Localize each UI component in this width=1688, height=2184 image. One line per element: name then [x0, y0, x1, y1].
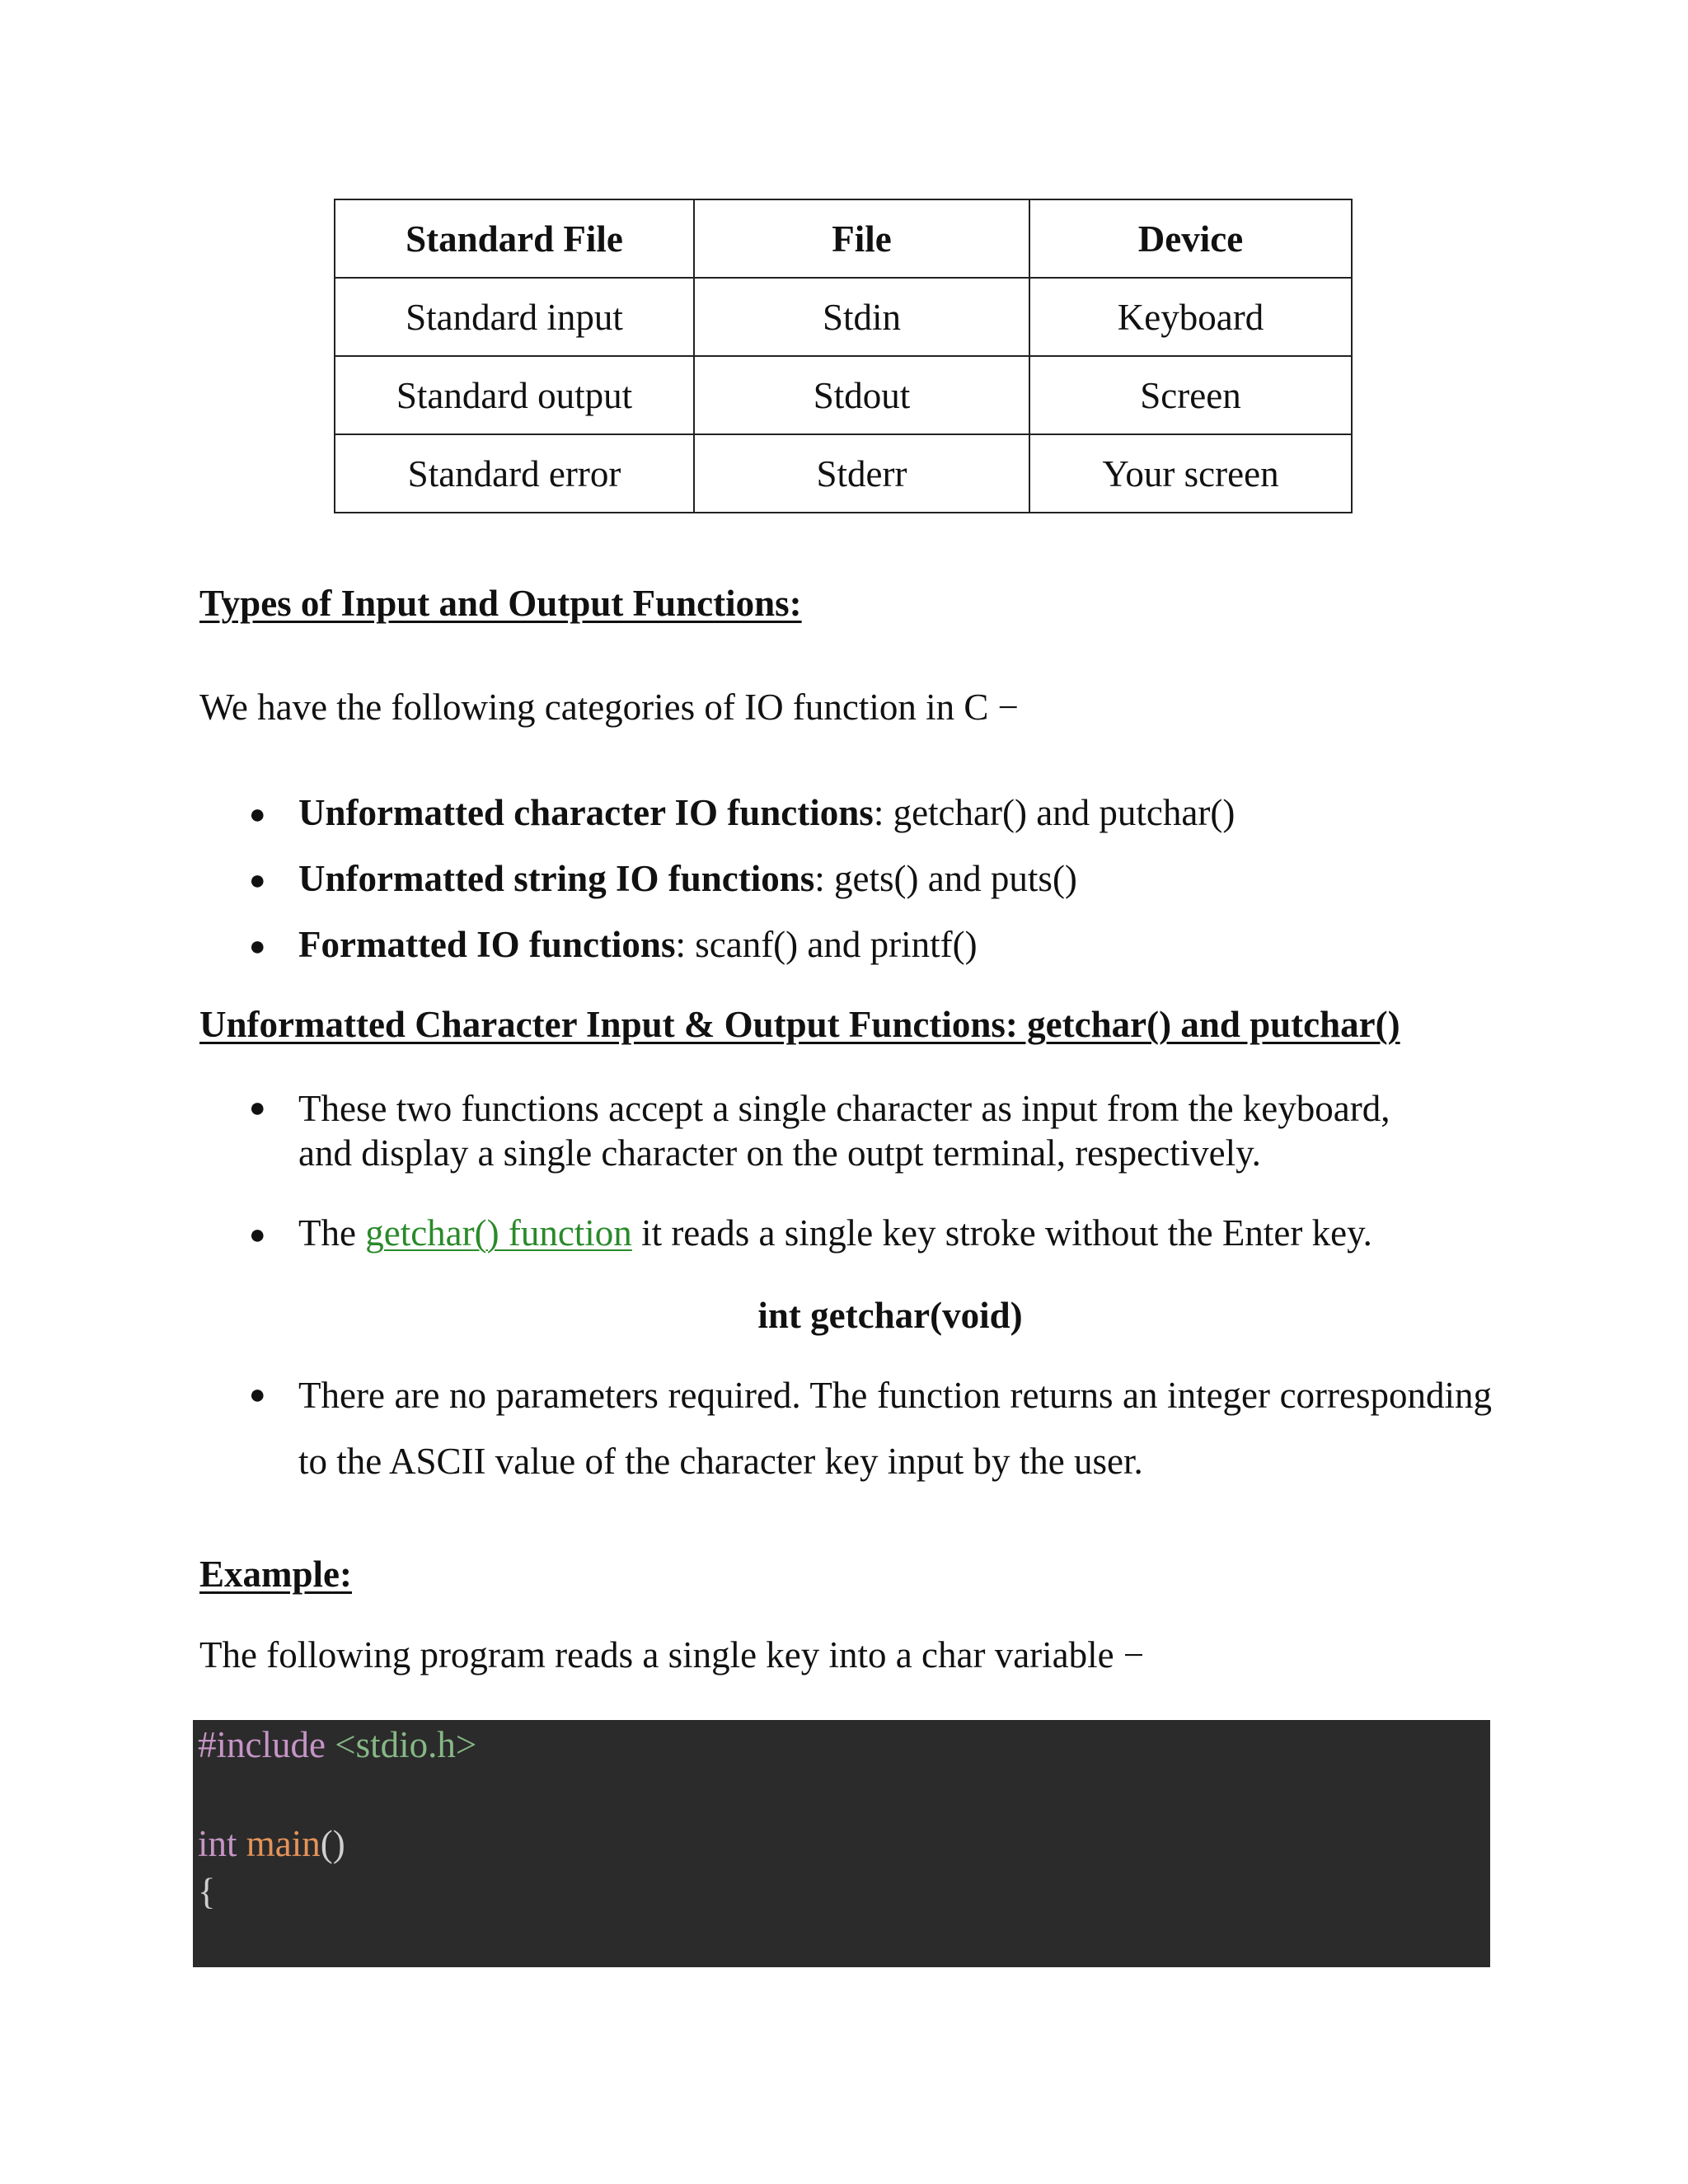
code-line — [198, 1723, 476, 1766]
code-parens: () — [320, 1823, 345, 1864]
bullet-icon: ● — [249, 931, 266, 962]
table-header-cell: Standard File — [335, 199, 694, 278]
standard-files-table — [334, 199, 1353, 513]
list-item — [249, 923, 978, 966]
code-line — [198, 1870, 216, 1913]
code-function-name: main — [237, 1823, 321, 1864]
list-item-text: The — [298, 1212, 366, 1254]
section-heading-unformatted-char: Unformatted Character Input & Output Functions: getchar() and putchar() — [199, 1004, 1400, 1045]
table-row — [335, 278, 1352, 356]
table-cell: Stderr — [694, 434, 1029, 513]
table-cell: Keyboard — [1029, 278, 1352, 356]
table-cell: Standard error — [335, 434, 694, 513]
list-item-text: There are no parameters required. The function returns an integer corresponding to the ASCII value of the character key input by the user. — [298, 1375, 1492, 1482]
list-item-text: : gets() and puts() — [814, 858, 1077, 899]
code-block — [193, 1720, 1490, 1967]
table-cell: Standard input — [335, 278, 694, 356]
list-item-bold: Unformatted string IO functions — [298, 858, 815, 899]
list-item-text: : getchar() and putchar() — [873, 792, 1236, 833]
code-header-name: <stdio.h> — [325, 1724, 477, 1765]
example-heading: Example: — [199, 1554, 352, 1595]
list-item-text: : scanf() and printf() — [675, 924, 978, 965]
bullet-icon: ● — [249, 1220, 266, 1250]
list-item-line: These two functions accept a single character as input from the keyboard, — [298, 1088, 1390, 1129]
code-brace: { — [198, 1871, 216, 1912]
table-cell: Stdout — [694, 356, 1029, 434]
code-type: int — [198, 1823, 237, 1864]
example-intro: The following program reads a single key into a char variable − — [199, 1634, 1145, 1675]
list-item — [249, 857, 1077, 900]
bullet-icon: ● — [249, 1093, 266, 1123]
bullet-icon: ● — [249, 1380, 266, 1410]
intro-paragraph: We have the following categories of IO function in C − — [199, 687, 1019, 728]
table-cell: Screen — [1029, 356, 1352, 434]
table-header-cell: Device — [1029, 199, 1352, 278]
table-header-row — [335, 199, 1352, 278]
list-item — [249, 1362, 1492, 1494]
list-item-bold: Unformatted character IO functions — [298, 792, 874, 833]
function-signature: int getchar(void) — [757, 1295, 1023, 1336]
list-item-text: it reads a single key stroke without the Enter key. — [631, 1212, 1372, 1254]
table-cell: Standard output — [335, 356, 694, 434]
section-heading-io-types: Types of Input and Output Functions: — [199, 583, 802, 624]
bullet-icon: ● — [249, 865, 266, 896]
list-item-bold: Formatted IO functions — [298, 924, 676, 965]
code-directive: #include — [198, 1724, 326, 1765]
code-line — [198, 1822, 345, 1865]
bullet-icon: ● — [249, 799, 266, 830]
list-item — [249, 791, 1236, 834]
list-item-line: and display a single character on the outpt terminal, respectively. — [298, 1132, 1261, 1174]
table-row — [335, 434, 1352, 513]
list-item — [249, 1086, 1492, 1175]
list-item — [249, 1212, 1372, 1254]
table-cell: Stdin — [694, 278, 1029, 356]
getchar-function-link[interactable]: getchar() function — [365, 1212, 632, 1254]
table-header-cell: File — [694, 199, 1029, 278]
table-row — [335, 356, 1352, 434]
table-cell: Your screen — [1029, 434, 1352, 513]
